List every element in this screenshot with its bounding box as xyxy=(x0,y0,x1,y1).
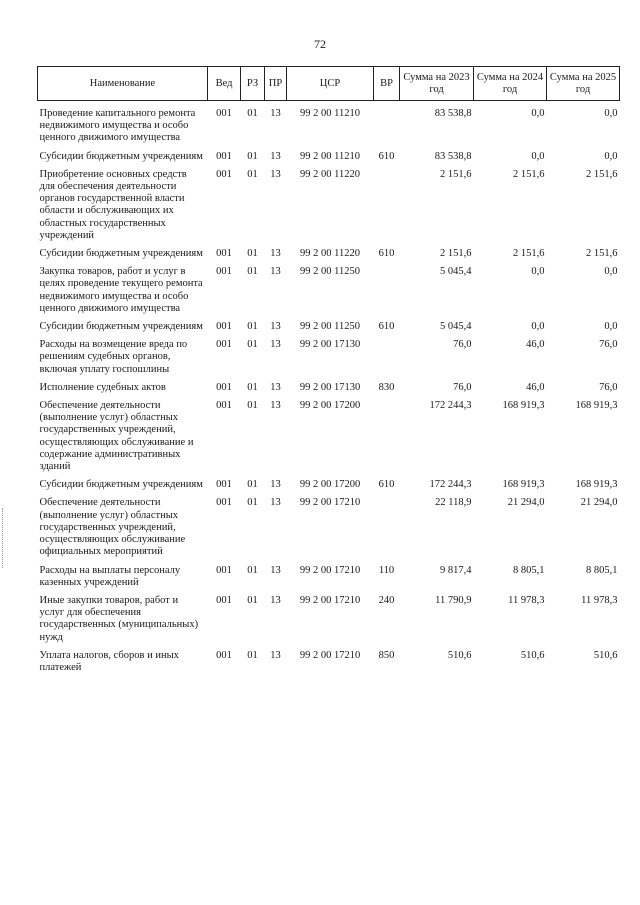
header-pr: ПР xyxy=(265,67,287,101)
cell-sum-2024: 46,0 xyxy=(526,339,545,351)
cell-pr: 13 xyxy=(270,381,281,393)
table-row xyxy=(38,650,620,680)
cell-name: Субсидии бюджетным учреждениям xyxy=(39,321,203,333)
cell-name: Расходы на возмещение вреда по решениям судебных органов, включая уплату госпошлины xyxy=(39,339,188,375)
header-sum-2024: Сумма на 2024 год xyxy=(474,67,547,101)
cell-vr: 610 xyxy=(378,150,395,162)
cell-pr: 13 xyxy=(270,248,281,260)
table-row xyxy=(38,339,620,382)
cell-pr: 13 xyxy=(270,168,281,180)
cell-rz: 01 xyxy=(247,339,258,351)
cell-rz: 01 xyxy=(247,168,258,180)
cell-sum-2023: 83 538,8 xyxy=(434,108,472,119)
cell-csr: 99 2 00 11250 xyxy=(300,266,360,278)
cell-ved: 001 xyxy=(216,497,232,509)
cell-rz: 01 xyxy=(247,266,258,278)
cell-pr: 13 xyxy=(270,649,281,661)
cell-csr: 99 2 00 17200 xyxy=(299,400,361,412)
cell-sum-2023: 5 045,4 xyxy=(440,321,472,333)
cell-sum-2025: 168 919,3 xyxy=(575,479,618,491)
table-row xyxy=(38,169,620,248)
cell-sum-2024: 2 151,6 xyxy=(513,248,545,260)
cell-csr: 99 2 00 17210 xyxy=(299,564,361,576)
cell-ved: 001 xyxy=(216,564,232,576)
cell-sum-2023: 2 151,6 xyxy=(440,248,472,260)
cell-sum-2024: 46,0 xyxy=(526,381,545,393)
table-row xyxy=(38,595,620,650)
cell-csr: 99 2 00 17210 xyxy=(299,497,361,509)
cell-vr: 830 xyxy=(378,381,395,393)
cell-sum-2023: 2 151,6 xyxy=(440,168,472,180)
cell-sum-2025: 76,0 xyxy=(599,339,618,351)
cell-sum-2023: 76,0 xyxy=(453,381,472,393)
cell-pr: 13 xyxy=(270,339,281,351)
header-sum-2023: Сумма на 2023 год xyxy=(400,67,474,101)
cell-rz: 01 xyxy=(247,564,258,576)
cell-rz: 01 xyxy=(247,400,258,412)
cell-csr: 99 2 00 17130 xyxy=(299,339,361,351)
cell-name: Иные закупки товаров, работ и услуг для обеспечения государственных (муниципальных) нужд xyxy=(39,594,199,643)
table-row xyxy=(38,565,620,595)
header-csr: ЦСР xyxy=(287,67,374,101)
table-row xyxy=(38,382,620,400)
cell-sum-2025: 76,0 xyxy=(599,381,618,393)
cell-pr: 13 xyxy=(270,479,281,491)
cell-sum-2023: 172 244,3 xyxy=(429,400,472,412)
cell-sum-2025: 0,0 xyxy=(604,266,618,278)
cell-pr: 13 xyxy=(270,564,281,576)
cell-pr: 13 xyxy=(270,594,281,606)
cell-name: Уплата налогов, сборов и иных платежей xyxy=(39,649,179,673)
cell-sum-2023: 76,0 xyxy=(453,339,472,351)
cell-vr xyxy=(374,266,400,321)
cell-csr: 99 2 00 11210 xyxy=(300,108,360,119)
cell-vr: 610 xyxy=(378,321,395,333)
table-header xyxy=(38,67,620,101)
scan-margin-mark xyxy=(2,508,5,568)
cell-sum-2025: 0,0 xyxy=(604,321,618,333)
cell-rz: 01 xyxy=(247,248,258,260)
table-row xyxy=(38,479,620,497)
cell-pr: 13 xyxy=(270,266,281,278)
cell-rz: 01 xyxy=(247,381,258,393)
cell-ved: 001 xyxy=(216,321,232,333)
cell-sum-2023: 510,6 xyxy=(447,649,472,661)
cell-sum-2025: 2 151,6 xyxy=(586,248,618,260)
cell-sum-2025: 21 294,0 xyxy=(580,497,618,509)
cell-name: Проведение капитального ремонта недвижимого имущества и особо ценного движимого имущества xyxy=(39,108,196,144)
cell-sum-2024: 0,0 xyxy=(531,150,545,162)
table-row xyxy=(38,266,620,321)
cell-sum-2024: 8 805,1 xyxy=(513,564,545,576)
cell-sum-2023: 22 118,9 xyxy=(435,497,472,509)
cell-rz: 01 xyxy=(247,594,258,606)
cell-sum-2024: 2 151,6 xyxy=(513,168,545,180)
page-number: 72 xyxy=(314,37,326,51)
table-row xyxy=(38,400,620,479)
table-body xyxy=(38,101,620,681)
table-row xyxy=(38,101,620,151)
cell-ved: 001 xyxy=(216,479,232,491)
cell-rz: 01 xyxy=(247,150,258,162)
cell-csr: 99 2 00 17210 xyxy=(299,649,361,661)
table-row xyxy=(38,151,620,169)
cell-pr: 13 xyxy=(270,497,281,509)
cell-vr xyxy=(374,400,400,479)
cell-csr: 99 2 00 11210 xyxy=(300,150,360,162)
cell-ved: 001 xyxy=(216,108,232,119)
cell-name: Приобретение основных средств для обеспечения деятельности органов государственной власти области и обслуживающих их областных государственных учреждений xyxy=(39,168,187,241)
cell-ved: 001 xyxy=(216,594,232,606)
cell-sum-2024: 0,0 xyxy=(531,108,545,119)
cell-csr: 99 2 00 11220 xyxy=(300,248,360,260)
cell-pr: 13 xyxy=(270,150,281,162)
cell-ved: 001 xyxy=(216,266,232,278)
cell-sum-2024: 168 919,3 xyxy=(502,400,545,412)
cell-sum-2024: 11 978,3 xyxy=(508,594,545,606)
cell-vr xyxy=(374,339,400,382)
cell-ved: 001 xyxy=(216,339,232,351)
cell-sum-2025: 0,0 xyxy=(604,108,618,119)
header-sum-2025: Сумма на 2025 год xyxy=(547,67,620,101)
cell-name: Расходы на выплаты персоналу казенных учреждений xyxy=(39,564,181,588)
cell-vr xyxy=(374,101,400,151)
budget-table-container xyxy=(37,66,619,680)
cell-pr: 13 xyxy=(270,321,281,333)
cell-sum-2025: 8 805,1 xyxy=(586,564,618,576)
table-row xyxy=(38,497,620,564)
cell-ved: 001 xyxy=(216,168,232,180)
cell-rz: 01 xyxy=(247,497,258,509)
cell-sum-2024: 0,0 xyxy=(531,321,545,333)
cell-sum-2023: 5 045,4 xyxy=(440,266,472,278)
cell-pr: 13 xyxy=(270,108,281,119)
budget-table xyxy=(37,66,620,680)
cell-sum-2025: 0,0 xyxy=(604,150,618,162)
cell-name: Обеспечение деятельности (выполнение услуг) областных государственных учреждений, осуществляющих обслуживание и содержание административных зданий xyxy=(39,400,194,473)
cell-sum-2025: 2 151,6 xyxy=(586,168,618,180)
cell-name: Закупка товаров, работ и услуг в целях проведение текущего ремонта недвижимого имущества и особо ценного движимого имущества xyxy=(39,266,203,314)
cell-name: Субсидии бюджетным учреждениям xyxy=(39,479,203,491)
cell-sum-2025: 510,6 xyxy=(593,649,618,661)
cell-sum-2025: 11 978,3 xyxy=(581,594,618,606)
cell-ved: 001 xyxy=(216,381,232,393)
cell-rz: 01 xyxy=(247,479,258,491)
header-name: Наименование xyxy=(38,67,208,101)
cell-rz: 01 xyxy=(247,649,258,661)
cell-sum-2023: 9 817,4 xyxy=(440,564,472,576)
cell-pr: 13 xyxy=(270,400,281,412)
cell-sum-2023: 83 538,8 xyxy=(434,150,472,162)
cell-name: Исполнение судебных актов xyxy=(39,381,166,393)
cell-vr: 850 xyxy=(378,649,395,661)
cell-ved: 001 xyxy=(216,150,232,162)
cell-name: Субсидии бюджетным учреждениям xyxy=(39,248,203,260)
cell-name: Субсидии бюджетным учреждениям xyxy=(39,150,203,162)
header-ved: Вед xyxy=(208,67,241,101)
cell-rz: 01 xyxy=(247,108,258,119)
cell-ved: 001 xyxy=(216,400,232,412)
cell-vr: 240 xyxy=(378,594,395,606)
cell-sum-2024: 0,0 xyxy=(531,266,545,278)
cell-sum-2024: 168 919,3 xyxy=(502,479,545,491)
cell-sum-2024: 510,6 xyxy=(520,649,545,661)
cell-sum-2025: 168 919,3 xyxy=(575,400,618,412)
table-row xyxy=(38,321,620,339)
cell-vr xyxy=(374,169,400,248)
cell-sum-2023: 172 244,3 xyxy=(429,479,472,491)
cell-csr: 99 2 00 17210 xyxy=(299,594,361,606)
cell-rz: 01 xyxy=(247,321,258,333)
cell-csr: 99 2 00 17130 xyxy=(299,381,361,393)
table-row xyxy=(38,248,620,266)
cell-ved: 001 xyxy=(216,649,232,661)
cell-csr: 99 2 00 11250 xyxy=(300,321,360,333)
cell-sum-2024: 21 294,0 xyxy=(507,497,545,509)
cell-vr: 110 xyxy=(378,564,395,576)
header-vr: ВР xyxy=(374,67,400,101)
cell-name: Обеспечение деятельности (выполнение услуг) областных государственных учреждений, осуществляющих обслуживание официальных мероприятий xyxy=(39,497,186,558)
cell-vr: 610 xyxy=(378,248,395,260)
cell-ved: 001 xyxy=(216,248,232,260)
header-rz: РЗ xyxy=(241,67,265,101)
cell-vr xyxy=(374,497,400,564)
cell-csr: 99 2 00 17200 xyxy=(299,479,361,491)
cell-vr: 610 xyxy=(378,479,395,491)
cell-csr: 99 2 00 11220 xyxy=(300,168,360,180)
cell-sum-2023: 11 790,9 xyxy=(435,594,472,606)
